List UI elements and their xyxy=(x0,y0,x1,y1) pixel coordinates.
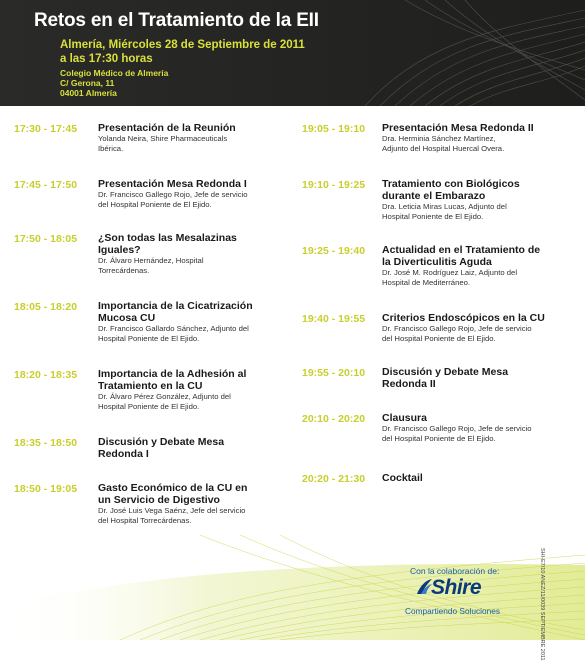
program-topic: Tratamiento en la CU xyxy=(98,380,203,392)
event-date: Almería, Miércoles 28 de Septiembre de 2011 xyxy=(60,39,305,51)
program-topic: Iguales? xyxy=(98,244,141,256)
program-time-slot: 19:05 - 19:10 xyxy=(302,123,366,135)
header-banner xyxy=(0,0,585,106)
program-topic: Clausura xyxy=(382,412,427,424)
document-code-text: SHI-E7/10 ANEZ/11/0039 SEPTIEMBRE 2011 xyxy=(539,548,545,661)
program-speaker: del Hospital Poniente de El Ejido. xyxy=(382,434,496,443)
program-speaker: Torrecárdenas. xyxy=(98,266,150,275)
event-title: Retos en el Tratamiento de la EII xyxy=(34,10,319,31)
venue-name: Colegio Médico de Almería xyxy=(60,68,169,78)
program-topic: Mucosa CU xyxy=(98,312,156,324)
collaboration-label: Con la colaboración de: xyxy=(410,566,500,576)
program-speaker: Dr. Álvaro Hernández, Hospital xyxy=(98,256,204,265)
program-time-slot: 18:35 - 18:50 xyxy=(14,437,78,449)
program-topic: Gasto Económico de la CU en xyxy=(98,482,248,494)
header-decorative-lines xyxy=(345,0,585,106)
program-speaker: Dr. Francisco Gallardo Sánchez, Adjunto del xyxy=(98,324,249,333)
program-time-slot: 19:10 - 19:25 xyxy=(302,179,366,191)
program-topic: Discusión y Debate Mesa xyxy=(98,436,225,448)
program-time-slot: 20:10 - 20:20 xyxy=(302,413,366,425)
shire-logo xyxy=(415,576,515,604)
program-topic: Importancia de la Cicatrización xyxy=(98,300,253,312)
program-topic: Presentación Mesa Redonda II xyxy=(382,122,534,134)
program-topic: Redonda II xyxy=(382,378,436,390)
program-speaker: Dra. Herminia Sánchez Martínez, xyxy=(382,134,496,143)
program-speaker: Ibérica. xyxy=(98,144,124,153)
program-time-slot: 18:05 - 18:20 xyxy=(14,301,78,313)
program-topic: ¿Son todas las Mesalazinas xyxy=(98,232,237,244)
program-topic: Presentación de la Reunión xyxy=(98,122,236,134)
document-code xyxy=(539,548,575,661)
program-speaker: del Hospital Poniente de El Ejido. xyxy=(98,200,212,209)
program-time-slot: 19:25 - 19:40 xyxy=(302,245,366,257)
program-speaker: Adjunto del Hospital Huercal Overa. xyxy=(382,144,505,153)
program-topic: durante el Embarazo xyxy=(382,190,486,202)
venue-street: C/ Gerona, 11 xyxy=(60,78,115,88)
program-speaker: del Hospital Poniente de El Ejido. xyxy=(382,334,496,343)
program-time-slot: 17:50 - 18:05 xyxy=(14,233,78,245)
program-time-slot: 17:45 - 17:50 xyxy=(14,179,78,191)
program-speaker: Dr. Francisco Gallego Rojo, Jefe de servicio xyxy=(98,190,248,199)
shire-tagline: Compartiendo Soluciones xyxy=(405,606,501,616)
program-speaker: del Hospital Torrecárdenas. xyxy=(98,516,192,525)
program-topic: Redonda I xyxy=(98,448,149,460)
program-time-slot: 19:40 - 19:55 xyxy=(302,313,366,325)
program-speaker: Dr. Francisco Gallego Rojo, Jefe de servicio xyxy=(382,424,532,433)
program-speaker: Hospital Poniente de El Ejido. xyxy=(382,212,484,221)
program-topic: Actualidad en el Tratamiento de xyxy=(382,244,541,256)
program-topic: la Diverticulitis Aguda xyxy=(382,256,492,268)
program-topic: Tratamiento con Biológicos xyxy=(382,178,520,190)
program-topic: Importancia de la Adhesión al xyxy=(98,368,247,380)
program-speaker: Dr. José Luis Vega Saénz, Jefe del servicio xyxy=(98,506,246,515)
program-speaker: Hospital Poniente de El Ejido. xyxy=(98,402,200,411)
venue-city: 04001 Almería xyxy=(60,88,117,98)
program-time-slot: 20:20 - 21:30 xyxy=(302,473,366,485)
shire-logo-wordmark: Shire xyxy=(431,576,482,599)
program-time-slot: 19:55 - 20:10 xyxy=(302,367,366,379)
program-speaker: Dr. Álvaro Pérez González, Adjunto del xyxy=(98,392,231,401)
program-topic: Criterios Endoscópicos en la CU xyxy=(382,312,545,324)
program-topic: Discusión y Debate Mesa xyxy=(382,366,509,378)
program-time-slot: 18:50 - 19:05 xyxy=(14,483,78,495)
program-time-slot: 18:20 - 18:35 xyxy=(14,369,78,381)
program-speaker: Dr. José M. Rodríguez Laiz, Adjunto del xyxy=(382,268,518,277)
program-speaker: Yolanda Neira, Shire Pharmaceuticals xyxy=(98,134,228,143)
program-speaker: Hospital Poniente de El Ejido. xyxy=(98,334,200,343)
program-speaker: Hospital de Mediterráneo. xyxy=(382,278,471,287)
event-time: a las 17:30 horas xyxy=(60,53,153,65)
program-topic: un Servicio de Digestivo xyxy=(98,494,220,506)
program-speaker: Dr. Francisco Gallego Rojo, Jefe de servicio xyxy=(382,324,532,333)
program-speaker: Dra. Leticia Miras Lucas, Adjunto del xyxy=(382,202,507,211)
program-time-slot: 17:30 - 17:45 xyxy=(14,123,78,135)
program-topic: Cocktail xyxy=(382,472,423,484)
program-topic: Presentación Mesa Redonda I xyxy=(98,178,247,190)
